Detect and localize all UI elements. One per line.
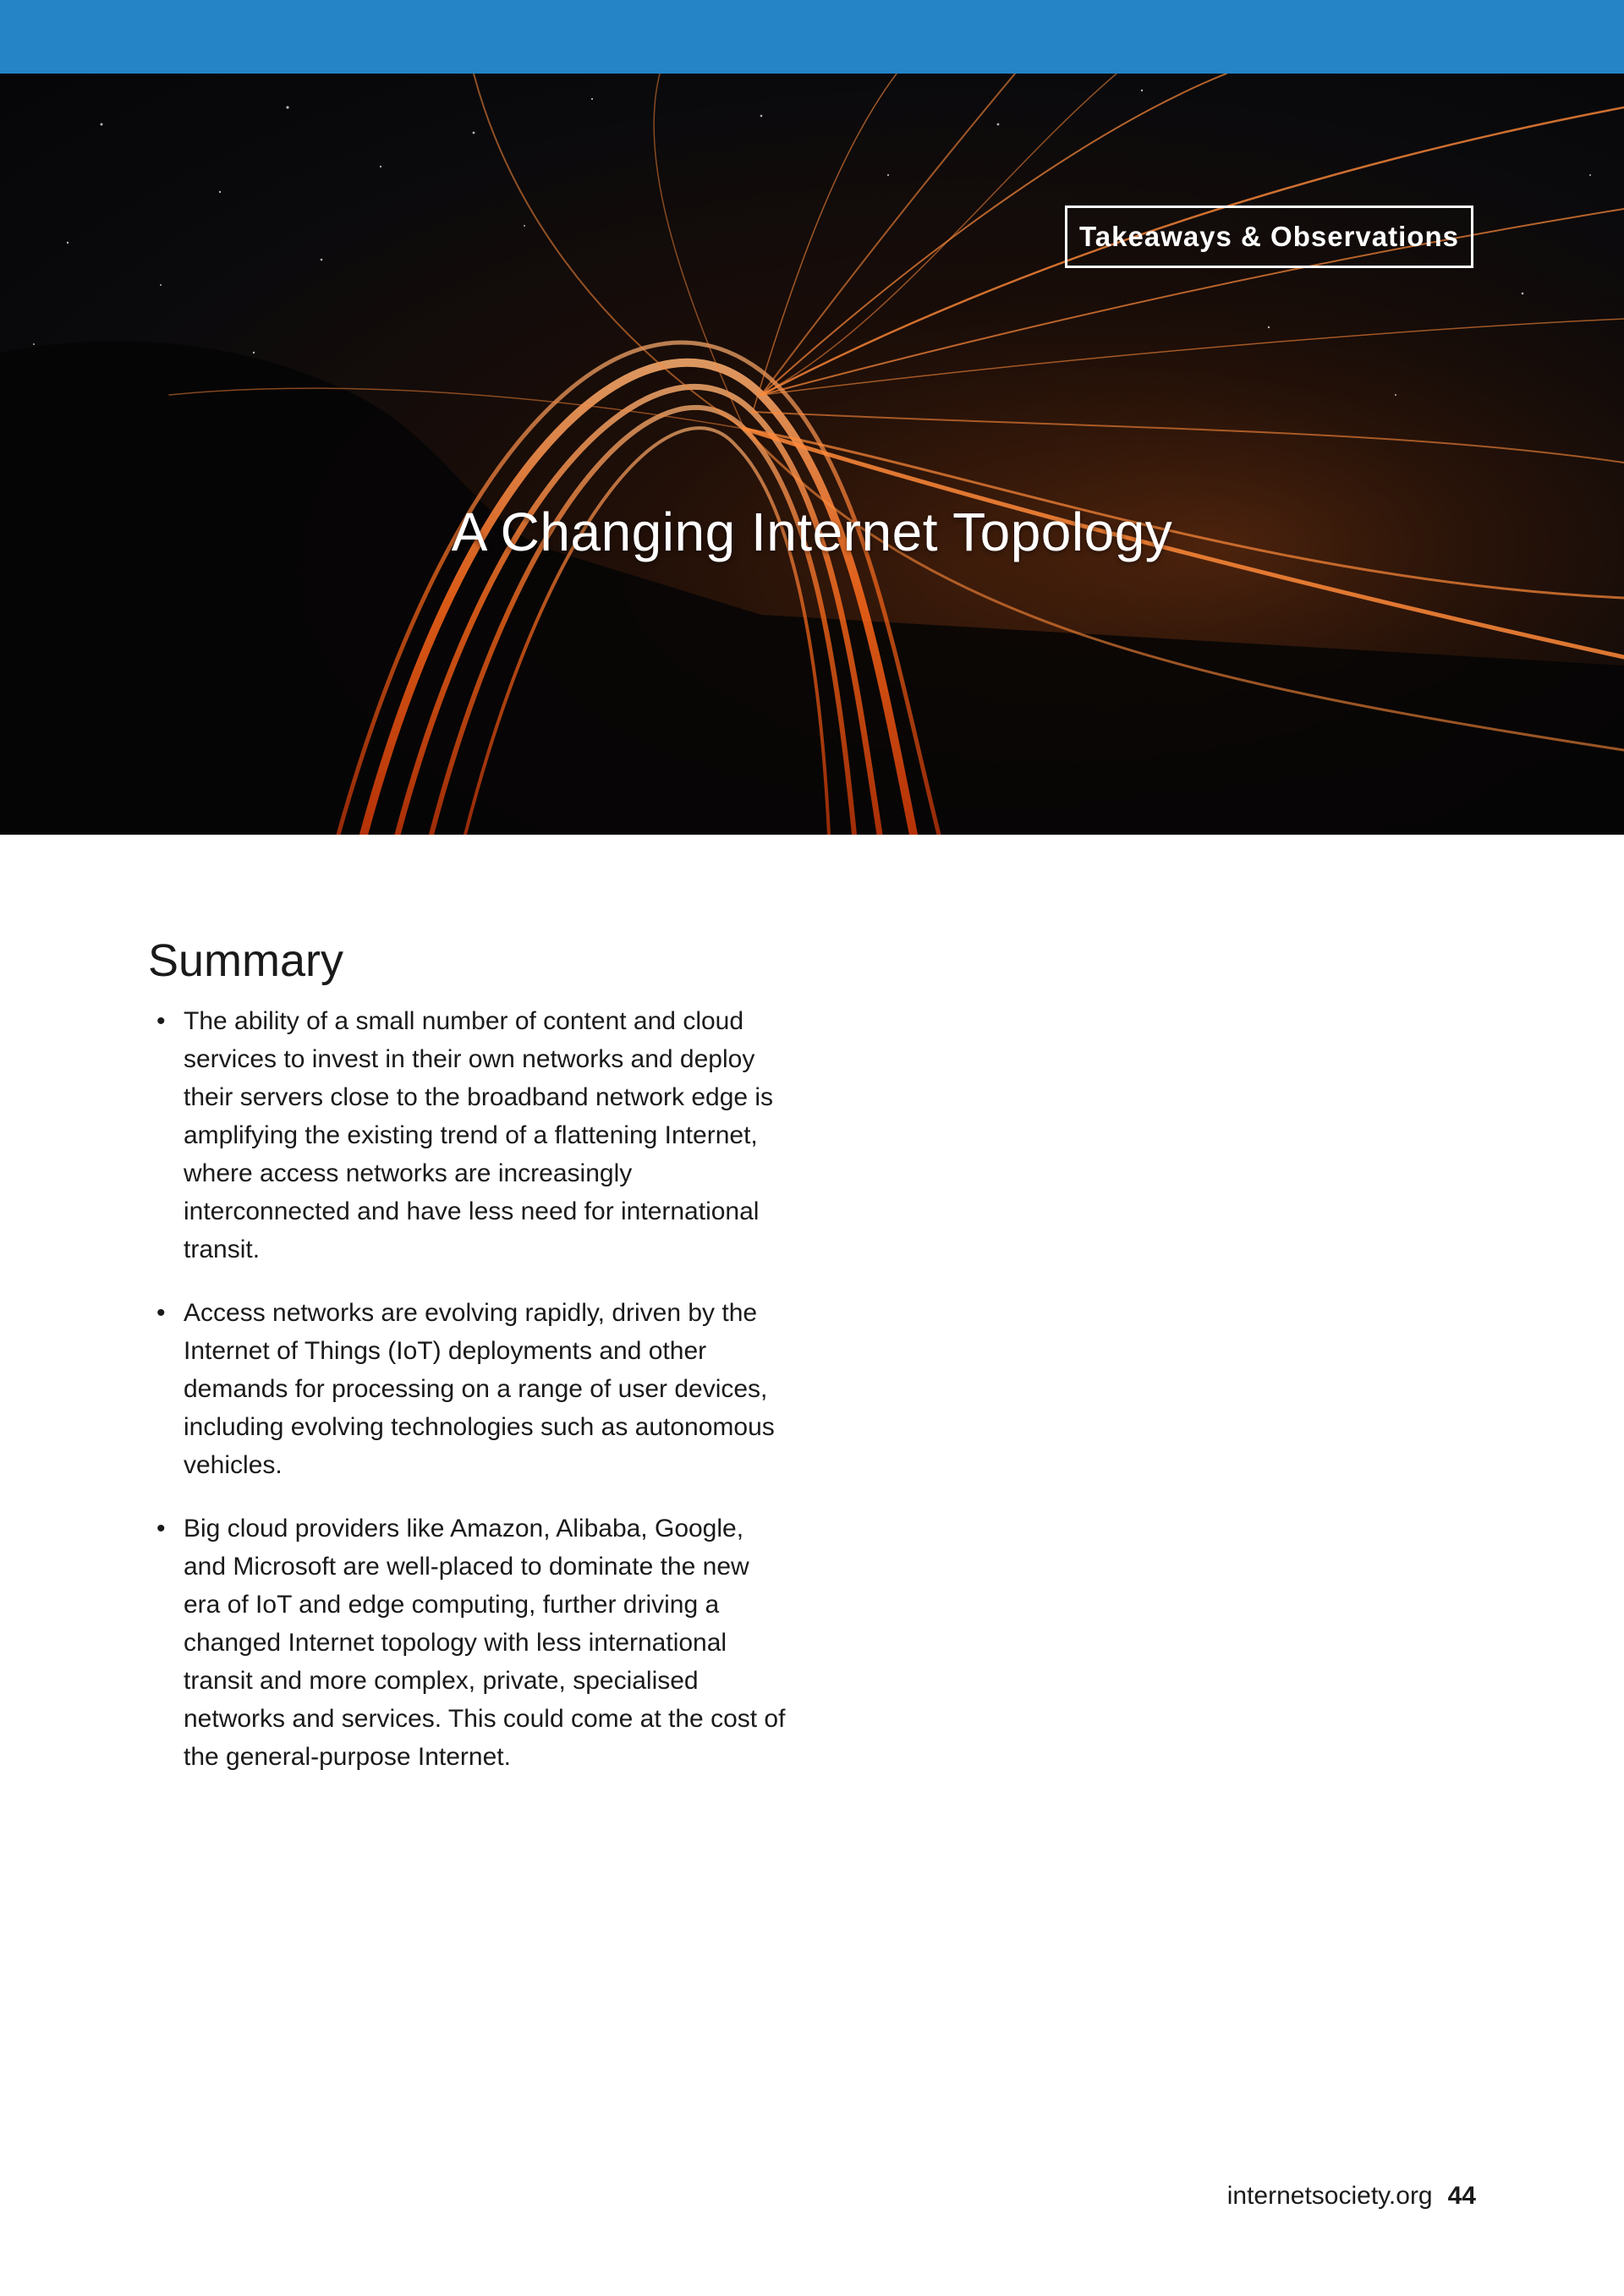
summary-bullet-text: Big cloud providers like Amazon, Alibaba, Google, and Microsoft are well-placed to dominate the new era of IoT and edge computing, further driving a changed Internet topology with less international transit and more complex, private, specialised networks and services. This could come at the cost of the general-purpose Internet.	[184, 1515, 786, 1771]
page-number: 44	[1447, 2182, 1476, 2210]
summary-bullet	[148, 1294, 791, 1484]
top-color-bar	[0, 0, 1624, 74]
footer-site-link[interactable]: internetsociety.org	[1226, 2182, 1433, 2210]
summary-section	[148, 934, 791, 1801]
summary-list	[148, 1002, 791, 1776]
summary-bullet-text: The ability of a small number of content and cloud services to invest in their own networks and deploy their servers close to the broadband network edge is amplifying the existing trend of a flattening Internet, where access networks are increasingly interconnected and have less need for international transit.	[184, 1007, 774, 1263]
summary-bullet-text: Access networks are evolving rapidly, driven by the Internet of Things (IoT) deployments and other demands for processing on a range of user devices, including evolving technologies such as autonomous vehicles.	[184, 1299, 775, 1479]
summary-heading: Summary	[148, 935, 344, 986]
bullet-icon: •	[156, 1007, 166, 1035]
section-tag	[1065, 205, 1473, 268]
bullet-icon: •	[156, 1299, 166, 1327]
hero-banner	[0, 74, 1624, 835]
bullet-icon: •	[156, 1515, 166, 1543]
summary-bullet	[148, 1002, 791, 1269]
light-trails-photo	[0, 74, 1624, 835]
page-footer	[1227, 2182, 1476, 2211]
page-title: A Changing Internet Topology	[451, 501, 1173, 562]
summary-bullet	[148, 1510, 791, 1776]
section-tag-label: Takeaways & Observations	[1079, 221, 1459, 252]
